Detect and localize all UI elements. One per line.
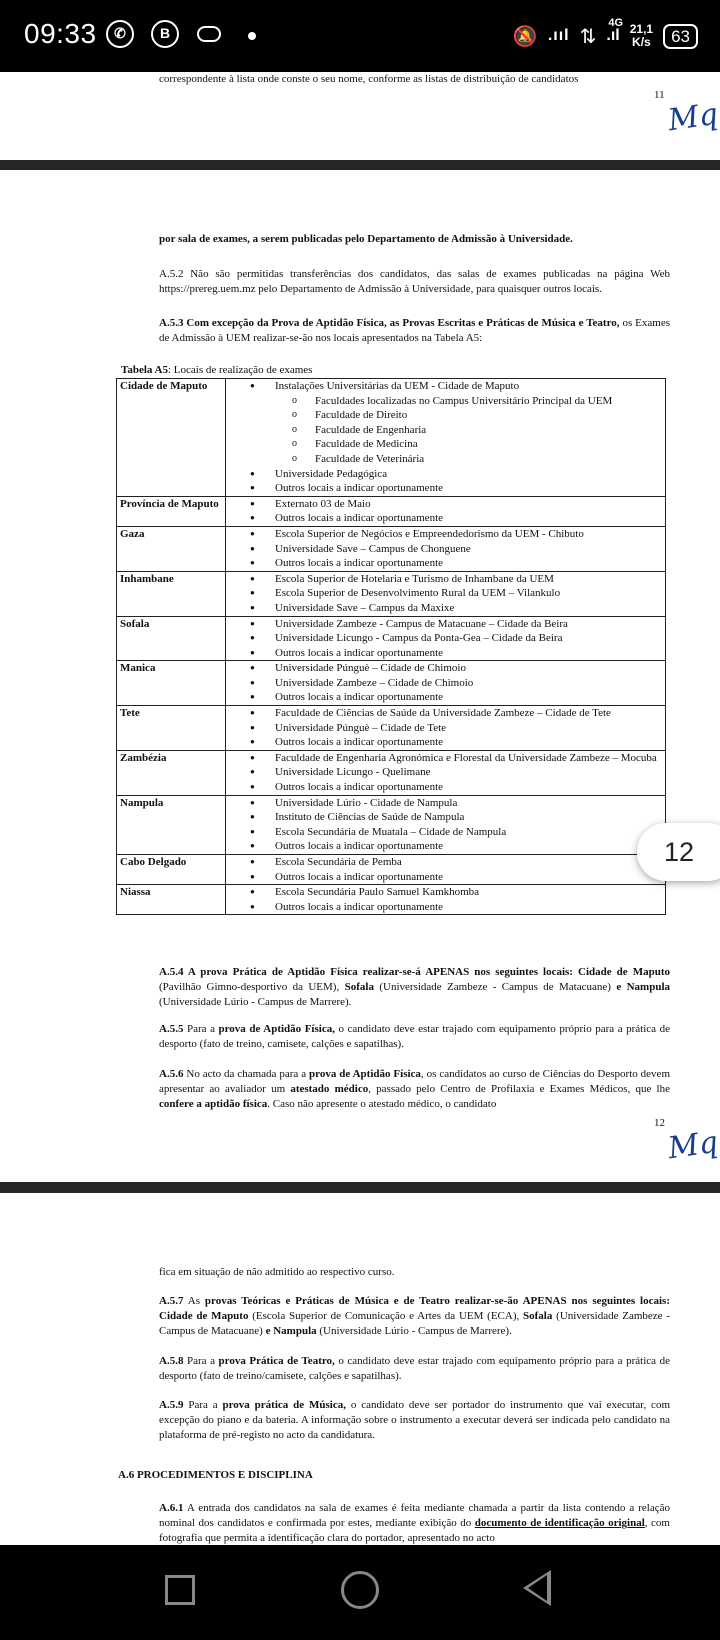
a56-bold-3: atestado médico (290, 1083, 369, 1095)
status-bar (0, 0, 720, 72)
list-item: ● Universidade Save – Campus da Maxixe (269, 601, 662, 616)
list-item: ● Outros locais a indicar oportunamente (269, 839, 662, 854)
a54-text-3: (Universidade Lúrio - Campus de Marrere). (159, 996, 352, 1008)
province-cell: Sofala (117, 616, 226, 661)
a61-bold: A.6.1 (159, 1502, 184, 1514)
a58-bold-2: prova Prática de Teatro, (218, 1355, 335, 1367)
list-item: ● Outros locais a indicar oportunamente (269, 735, 662, 750)
list-item: ● Outros locais a indicar oportunamente (269, 646, 662, 661)
a58-text-1: Para a (183, 1355, 219, 1367)
page-number-11: 11 (654, 89, 665, 101)
paragraph-a53 (159, 316, 670, 346)
locations-list (229, 855, 662, 884)
a59-bold: A.5.9 (159, 1399, 184, 1411)
table-row (117, 795, 666, 854)
paragraph-a54 (159, 965, 670, 1010)
province-cell: Província de Maputo (117, 496, 226, 526)
list-item: ● Outros locais a indicar oportunamente (269, 900, 662, 915)
list-item: ● Outros locais a indicar oportunamente (269, 780, 662, 795)
a56-bold-2: prova de Aptidão Física (309, 1068, 421, 1080)
list-item: ● Instituto de Ciências de Saúde de Nampula (269, 810, 662, 825)
province-cell: Manica (117, 661, 226, 706)
a54-text-2: (Universidade Zambeze - Campus de Matacuane) (373, 981, 617, 993)
list-item: ● Faculdade de Engenharia Agronómica e Florestal da Universidade Zambeze – Mocuba (269, 751, 662, 766)
paragraph-a61 (159, 1501, 670, 1545)
a61-bold-2: documento de identificação original (474, 1517, 645, 1529)
pdf-page-13[interactable] (0, 1193, 720, 1545)
list-item: o Faculdade de Medicina (309, 437, 662, 452)
a59-text-2: o candidato deve ser portador do instrumento que vai executar, com excepção do piano e da bateria. A informação sobre o instrumento a executar deverá ser indicada pelo candidato na plataforma de pré-registo no acto da candidatura. (159, 1399, 670, 1441)
battery-indicator: 63 (663, 24, 698, 49)
a56-text-4: . Caso não apresente o atestado médico, o candidato (267, 1098, 497, 1110)
province-cell: Inhambane (117, 571, 226, 616)
a57-text-3: (Universidade Zambeze - Campus de Matacuane) (159, 1310, 670, 1337)
locations-list (229, 617, 662, 661)
locations-cell (226, 706, 666, 751)
a57-text-2: (Escola Superior de Comunicação e Artes da UEM (ECA), (248, 1310, 524, 1322)
locations-cell (226, 526, 666, 571)
a54-text-1: (Pavilhão Gimno-desportivo da UEM), (159, 981, 345, 993)
a57-bold-2: provas Teóricas e Práticas de Música e de Teatro realizar-se-ão APENAS nos seguintes locais: Cidade de Maputo (159, 1295, 670, 1322)
gamepad-icon (197, 26, 221, 42)
table-row (117, 661, 666, 706)
list-item: ● Universidade Zambeze - Campus de Matacuane – Cidade da Beira (269, 617, 662, 632)
page13-intro: fica em situação de não admitido ao respectivo curso. (159, 1266, 395, 1278)
list-item: ● Externato 03 de Maio (269, 497, 662, 512)
list-item: ● Outros locais a indicar oportunamente (269, 511, 662, 526)
list-item: ● Instalações Universitárias da UEM - Cidade de Maputo (269, 379, 662, 394)
dnd-icon: 🔕 (512, 25, 538, 48)
list-item: ● Universidade Púnguè – Cidade de Chimoio (269, 661, 662, 676)
list-item: ● Escola Secundária de Muatala – Cidade de Nampula (269, 825, 662, 840)
locations-cell (226, 795, 666, 854)
locations-list (229, 661, 662, 705)
pdf-page-11[interactable] (0, 72, 720, 160)
list-item: ● Universidade Licungo - Quelimane (269, 765, 662, 780)
locations-list (229, 706, 662, 750)
a53-rest: os Exames de Admissão à UEM realizar-se-ão nos locais apresentados na Tabela A5: (159, 317, 670, 344)
table-row (117, 706, 666, 751)
whatsapp-icon: ✆ (106, 20, 134, 48)
locations-list (229, 751, 662, 795)
a53-bold: A.5.3 Com excepção da Prova de Aptidão Física, as Provas Escritas e Práticas de Música e Teatro, (159, 317, 620, 329)
province-cell: Zambézia (117, 750, 226, 795)
table-row (117, 616, 666, 661)
table-row (117, 526, 666, 571)
a57-bold-3: Sofala (523, 1310, 553, 1322)
a56-text-1: No acto da chamada para a (183, 1068, 310, 1080)
network-type: 4G (608, 17, 624, 29)
list-item: ● Escola Superior de Desenvolvimento Rural da UEM – Vilankulo (269, 586, 662, 601)
dot-icon (248, 32, 256, 40)
signature-page-11: Mq (665, 96, 720, 139)
list-item: ● Faculdade de Ciências de Saúde da Universidade Zambeze – Cidade de Tete (269, 706, 662, 721)
table-caption (121, 364, 312, 376)
list-item: ● Universidade Zambeze – Cidade de Chimoio (269, 676, 662, 691)
a57-text-1: As (183, 1295, 205, 1307)
locations-cell (226, 661, 666, 706)
intro-text: por sala de exames, a serem publicadas pelo Departamento de Admissão à Universidade. (159, 233, 573, 245)
list-item: o Faculdades localizadas no Campus Universitário Principal da UEM (309, 394, 662, 409)
province-cell: Cidade de Maputo (117, 379, 226, 497)
list-item: o Faculdade de Direito (309, 408, 662, 423)
signal-icon: .ııl (547, 27, 570, 44)
table-row (117, 885, 666, 915)
list-item: ● Universidade Licungo - Campus da Ponta-Gea – Cidade da Beira (269, 631, 662, 646)
locations-cell (226, 571, 666, 616)
a54-bold-1: A.5.4 A prova Prática de Aptidão Física realizar-se-á APENAS nos seguintes locais: Cidade de Maputo (159, 966, 670, 978)
locations-list (229, 497, 662, 526)
locations-list (229, 796, 662, 854)
locations-cell (226, 855, 666, 885)
locations-list (229, 885, 662, 914)
a59-text-1: Para a (183, 1399, 223, 1411)
locations-cell (226, 379, 666, 497)
table-row (117, 855, 666, 885)
page-indicator-badge[interactable]: 12 (637, 823, 720, 881)
list-item: ● Outros locais a indicar oportunamente (269, 870, 662, 885)
table-row (117, 750, 666, 795)
page12-intro (159, 232, 670, 247)
paragraph-a52: A.5.2 Não são permitidas transferências dos candidatos, das salas de exames publicadas na página Web https://prereg.uem.mz pelo Departamento de Admissão à Universidade, para quaisquer outros locais. (159, 268, 670, 295)
list-item: ● Universidade Pedagógica (269, 467, 662, 482)
net-speed-value: 21,1 (629, 22, 654, 36)
list-item: ● Escola Superior de Hotelaria e Turismo de Inhambane da UEM (269, 572, 662, 587)
a55-text-2: o candidato deve estar trajado com equipamento próprio para a prática de desporto (fato de treino, camisete, calções e sapatilhas). (159, 1023, 670, 1050)
province-cell: Cabo Delgado (117, 855, 226, 885)
locations-cell (226, 496, 666, 526)
province-cell: Gaza (117, 526, 226, 571)
paragraph-a56 (159, 1067, 670, 1112)
a59-bold-2: prova prática de Música, (222, 1399, 346, 1411)
a56-text-2: , os candidatos ao curso de Ciências do Desporto devem apresentar ao avaliador um (159, 1068, 671, 1095)
locations-list (229, 572, 662, 616)
a57-bold: A.5.7 (159, 1295, 184, 1307)
recent-apps-icon[interactable] (165, 1575, 195, 1605)
locations-list (229, 527, 662, 571)
data-arrows-icon: ⇅ (579, 25, 597, 48)
list-item: o Faculdade de Veterinária (309, 452, 662, 467)
province-cell: Tete (117, 706, 226, 751)
paragraph-a59 (159, 1398, 670, 1443)
table-row (117, 496, 666, 526)
home-icon[interactable] (341, 1571, 379, 1609)
a54-bold-3: e Nampula (616, 981, 670, 993)
b-icon: B (151, 20, 179, 48)
list-item: ● Outros locais a indicar oportunamente (269, 690, 662, 705)
a61-text-2: , com fotografia que permita a identificação clara do portador, apresentado no acto (159, 1517, 670, 1544)
locations-table (116, 378, 666, 915)
a54-bold-2: Sofala (344, 981, 374, 993)
a56-bold: A.5.6 (159, 1068, 184, 1080)
a55-bold: A.5.5 (159, 1023, 184, 1035)
section-title-a6: A.6 PROCEDIMENTOS E DISCIPLINA (118, 1469, 313, 1481)
province-cell: Nampula (117, 795, 226, 854)
locations-cell (226, 616, 666, 661)
table-caption-text: : Locais de realização de exames (167, 364, 313, 376)
table-row (117, 571, 666, 616)
locations-cell (226, 885, 666, 915)
list-item: ● Outros locais a indicar oportunamente (269, 556, 662, 571)
page11-last-line: correspondente à lista onde conste o seu nome, conforme as listas de distribuição de candidatos (159, 73, 579, 85)
net-speed (630, 23, 653, 49)
list-item: o Faculdade de Engenharia (309, 423, 662, 438)
table-caption-label: Tabela A5 (121, 364, 168, 376)
a57-bold-4: e Nampula (265, 1325, 317, 1337)
a56-text-3: , passado pelo Centro de Profilaxia e Exames Médicos, que lhe (368, 1083, 670, 1095)
signal-4g-icon: 4G .ıl (606, 17, 624, 44)
list-item: ● Universidade Púnguè – Cidade de Tete (269, 721, 662, 736)
status-time: 09:33 (24, 18, 97, 49)
a61-text-1: A entrada dos candidatos na sala de exames é feita mediante chamada a partir da lista contendo a relação nominal dos candidatos e confirmada por estes, mediante exibição do (159, 1502, 670, 1529)
list-item: ● Universidade Lúrio - Cidade de Nampula (269, 796, 662, 811)
list-item: ● Escola Secundária de Pemba (269, 855, 662, 870)
pdf-page-12[interactable] (0, 170, 720, 1182)
paragraph-a58 (159, 1354, 670, 1384)
a58-bold: A.5.8 (159, 1355, 184, 1367)
list-item: ● Universidade Save – Campus de Chonguene (269, 542, 662, 557)
paragraph-a57 (159, 1294, 670, 1339)
net-speed-unit: K/s (632, 35, 651, 49)
a58-text-2: o candidato deve estar trajado com equipamento próprio para a prática de desporto (fato de treino/camisete, calções e sapatilhas). (159, 1355, 670, 1382)
status-right (513, 16, 698, 56)
a57-text-4: (Universidade Lúrio - Campus de Marrere). (316, 1325, 512, 1337)
a55-bold-2: prova de Aptidão Física, (218, 1023, 335, 1035)
list-item: ● Escola Superior de Negócios e Empreendedorismo da UEM - Chibuto (269, 527, 662, 542)
table-row (117, 379, 666, 497)
a56-bold-4: confere a aptidão física (159, 1098, 268, 1110)
paragraph-a55 (159, 1022, 670, 1052)
list-item: ● Outros locais a indicar oportunamente (269, 481, 662, 496)
province-cell: Niassa (117, 885, 226, 915)
list-item: ● Escola Secundária Paulo Samuel Kamkhomba (269, 885, 662, 900)
back-icon-inner (528, 1575, 547, 1601)
locations-cell (226, 750, 666, 795)
page-number-12: 12 (654, 1117, 665, 1129)
a55-text-1: Para a (183, 1023, 219, 1035)
signature-page-12: Mq (665, 1124, 720, 1167)
locations-list (229, 379, 662, 496)
